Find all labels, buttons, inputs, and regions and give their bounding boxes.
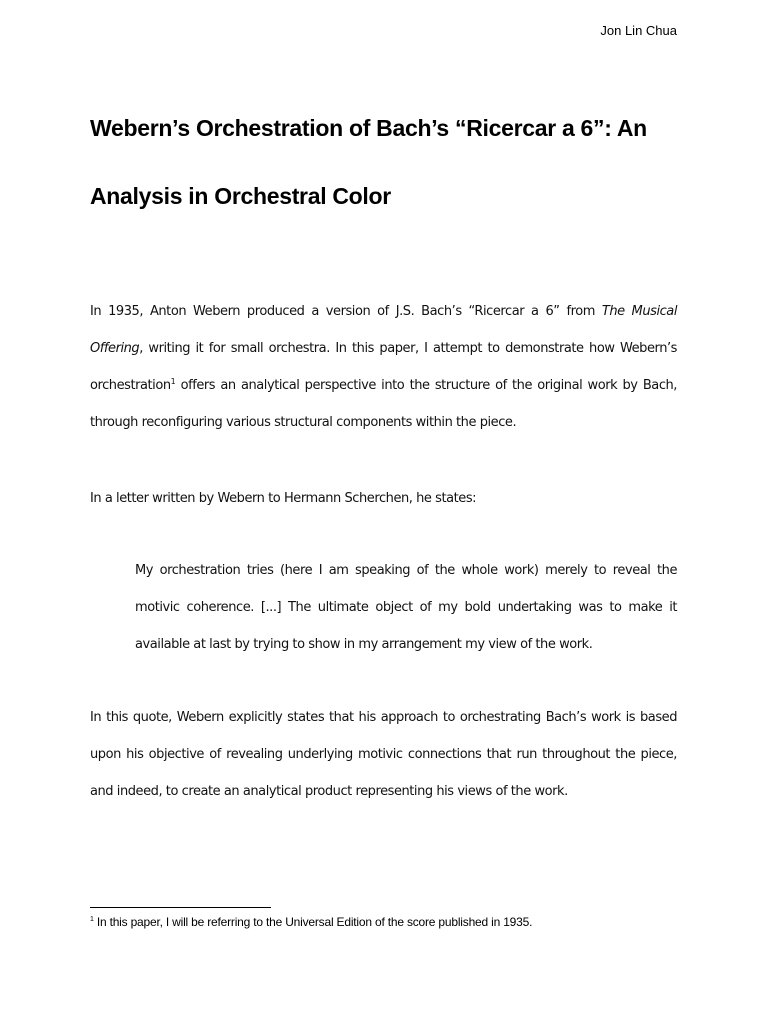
footnote-number: 1 — [90, 916, 94, 923]
intro-text: In 1935, Anton Webern produced a version of J.S. Bach’s “Ricercar a 6” from — [90, 304, 602, 319]
footnote-text: In this paper, I will be referring to the Universal Edition of the score published in 1935. — [93, 915, 533, 929]
footnote-reference[interactable]: 1 — [170, 377, 176, 386]
intro-paragraph — [90, 293, 677, 441]
analysis-paragraph — [90, 699, 677, 810]
header-author: Jon Lin Chua — [600, 23, 677, 38]
intro-text: orchestration — [90, 378, 171, 393]
title-line-2: Analysis in Orchestral Color — [90, 183, 391, 209]
analysis-line-2: upon his objective of revealing underlying motivic connections that run throughout the piece, — [90, 747, 677, 762]
work-title-italic: The Musical — [601, 304, 677, 319]
intro-line-2 — [90, 330, 677, 367]
letter-intro-line: In a letter written by Webern to Hermann Scherchen, he states: — [90, 491, 477, 506]
quote-line-3: available at last by trying to show in my arrangement my view of the work. — [135, 637, 593, 652]
intro-text: offers an analytical perspective into the structure of the original work by Bach, — [175, 378, 677, 393]
intro-text: , writing it for small orchestra. In this paper, I attempt to demonstrate how Webern’s — [139, 341, 677, 356]
intro-line-3 — [90, 367, 677, 404]
quote-line-1: My orchestration tries (here I am speaking of the whole work) merely to reveal the — [135, 563, 677, 578]
footnote-separator — [90, 907, 271, 908]
footnote — [90, 914, 532, 930]
quote-line-2: motivic coherence. [...] The ultimate object of my bold undertaking was to make it — [135, 600, 677, 615]
work-title-italic: Offering — [90, 341, 140, 356]
title-line-1: Webern’s Orchestration of Bach’s “Ricercar a 6”: An — [90, 115, 647, 141]
letter-intro-paragraph — [90, 480, 677, 517]
analysis-line-3: and indeed, to create an analytical product representing his views of the work. — [90, 784, 568, 799]
intro-line-1 — [90, 293, 677, 330]
analysis-line-1: In this quote, Webern explicitly states that his approach to orchestrating Bach’s work is based — [90, 710, 677, 725]
block-quote — [135, 552, 677, 663]
intro-line-4: through reconfiguring various structural components within the piece. — [90, 415, 517, 430]
paper-title — [90, 94, 690, 230]
